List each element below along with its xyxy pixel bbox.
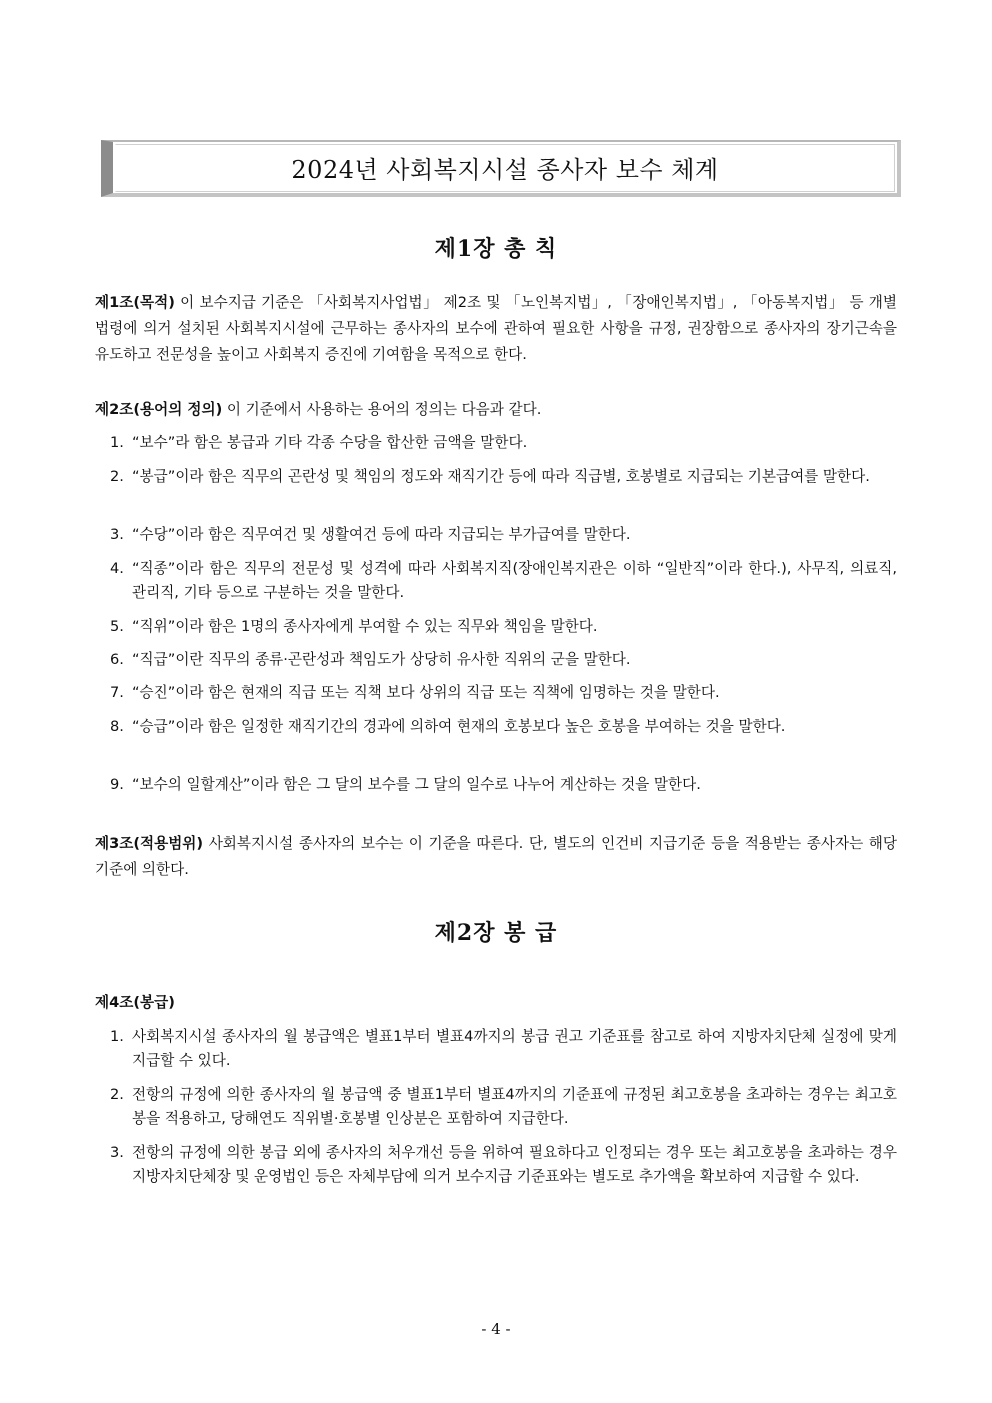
chapter-2-heading: 제2장 봉 급 bbox=[434, 920, 558, 946]
item-number: 3. bbox=[110, 1144, 124, 1161]
article-2-item-6 bbox=[110, 648, 897, 672]
item-text: “승진”이라 함은 현재의 직급 또는 직책 보다 상위의 직급 또는 직책에 임명하는 것을 말한다. bbox=[132, 684, 720, 701]
article-4-item-2 bbox=[110, 1083, 897, 1131]
article-2-item-3 bbox=[110, 523, 897, 547]
article-2-item-9 bbox=[110, 773, 897, 797]
item-number: 4. bbox=[110, 560, 124, 577]
page-number: - 4 - bbox=[481, 1320, 511, 1338]
article-2-text: 이 기준에서 사용하는 용어의 정의는 다음과 같다. bbox=[222, 401, 542, 418]
item-text: “직급”이란 직무의 종류·곤란성과 책임도가 상당히 유사한 직위의 군을 말한다. bbox=[132, 651, 631, 668]
article-2-item-7 bbox=[110, 681, 897, 705]
item-text: “보수”라 함은 봉급과 기타 각종 수당을 합산한 금액을 말한다. bbox=[132, 434, 528, 451]
item-number: 2. bbox=[110, 468, 124, 485]
document-title-box bbox=[101, 140, 901, 197]
article-2-item-1 bbox=[110, 431, 897, 455]
item-text: 전항의 규정에 의한 봉급 외에 종사자의 처우개선 등을 위하여 필요하다고 인정되는 경우 또는 최고호봉을 초과하는 경우 지방자치단체장 및 운영법인 등은 자체부담에 의거 보수지급 기준표와는 별도로 추가액을 확보하여 지급할 수 있다. bbox=[132, 1144, 897, 1185]
article-4-item-1 bbox=[110, 1025, 897, 1073]
article-4-heading: 제4조(봉급) bbox=[95, 994, 175, 1011]
item-number: 2. bbox=[110, 1086, 124, 1103]
item-number: 7. bbox=[110, 684, 124, 701]
document-title: 2024년 사회복지시설 종사자 보수 체계 bbox=[291, 156, 719, 184]
article-1 bbox=[95, 290, 897, 368]
article-3-text: 사회복지시설 종사자의 보수는 이 기준을 따른다. 단, 별도의 인건비 지급기준 등을 적용받는 종사자는 해당 기준에 의한다. bbox=[95, 835, 897, 878]
article-2-item-4 bbox=[110, 557, 897, 605]
article-4-item-3 bbox=[110, 1141, 897, 1189]
item-text: 사회복지시설 종사자의 월 봉급액은 별표1부터 별표4까지의 봉급 권고 기준표를 참고로 하여 지방자치단체 실정에 맞게 지급할 수 있다. bbox=[132, 1028, 897, 1069]
item-number: 1. bbox=[110, 434, 124, 451]
item-number: 9. bbox=[110, 776, 124, 793]
item-text: “수당”이라 함은 직무여건 및 생활여건 등에 따라 지급되는 부가급여를 말한다. bbox=[132, 526, 631, 543]
item-number: 3. bbox=[110, 526, 124, 543]
chapter-1-heading: 제1장 총 칙 bbox=[434, 236, 558, 262]
article-2 bbox=[95, 397, 897, 423]
item-text: 전항의 규정에 의한 종사자의 월 봉급액 중 별표1부터 별표4까지의 기준표에 규정된 최고호봉을 초과하는 경우는 최고호봉을 적용하고, 당해연도 직위별·호봉별 인상분은 포함하여 지급한다. bbox=[132, 1086, 897, 1127]
item-text: “직종”이라 함은 직무의 전문성 및 성격에 따라 사회복지직(장애인복지관은 이하 “일반직”이라 한다.), 사무직, 의료직, 관리직, 기타 등으로 구분하는 것을 말한다. bbox=[132, 560, 897, 601]
item-text: “보수의 일할계산”이라 함은 그 달의 보수를 그 달의 일수로 나누어 계산하는 것을 말한다. bbox=[132, 776, 701, 793]
item-text: “승급”이라 함은 일정한 재직기간의 경과에 의하여 현재의 호봉보다 높은 호봉을 부여하는 것을 말한다. bbox=[132, 718, 786, 735]
item-number: 5. bbox=[110, 618, 124, 635]
item-text: “봉급”이라 함은 직무의 곤란성 및 책임의 정도와 재직기간 등에 따라 직급별, 호봉별로 지급되는 기본급여를 말한다. bbox=[132, 468, 870, 485]
article-2-heading: 제2조(용어의 정의) bbox=[95, 401, 223, 418]
article-3 bbox=[95, 831, 897, 883]
item-number: 6. bbox=[110, 651, 124, 668]
article-3-heading: 제3조(적용범위) bbox=[95, 835, 204, 852]
article-1-heading: 제1조(목적) bbox=[95, 294, 175, 311]
item-number: 1. bbox=[110, 1028, 124, 1045]
article-1-text: 이 보수지급 기준은 「사회복지사업법」 제2조 및 「노인복지법」, 「장애인복지법」, 「아동복지법」 등 개별 법령에 의거 설치된 사회복지시설에 근무하는 종사자의 보수에 관하여 필요한 사항을 규정, 권장함으로 종사자의 장기근속을 유도하고 전문성을 높이고 사회복지 증진에 기여함을 목적으로 한다. bbox=[95, 294, 897, 363]
article-2-item-2 bbox=[110, 465, 897, 489]
article-2-item-8 bbox=[110, 715, 897, 739]
item-number: 8. bbox=[110, 718, 124, 735]
article-2-item-5 bbox=[110, 615, 897, 639]
item-text: “직위”이라 함은 1명의 종사자에게 부여할 수 있는 직무와 책임을 말한다. bbox=[132, 618, 598, 635]
